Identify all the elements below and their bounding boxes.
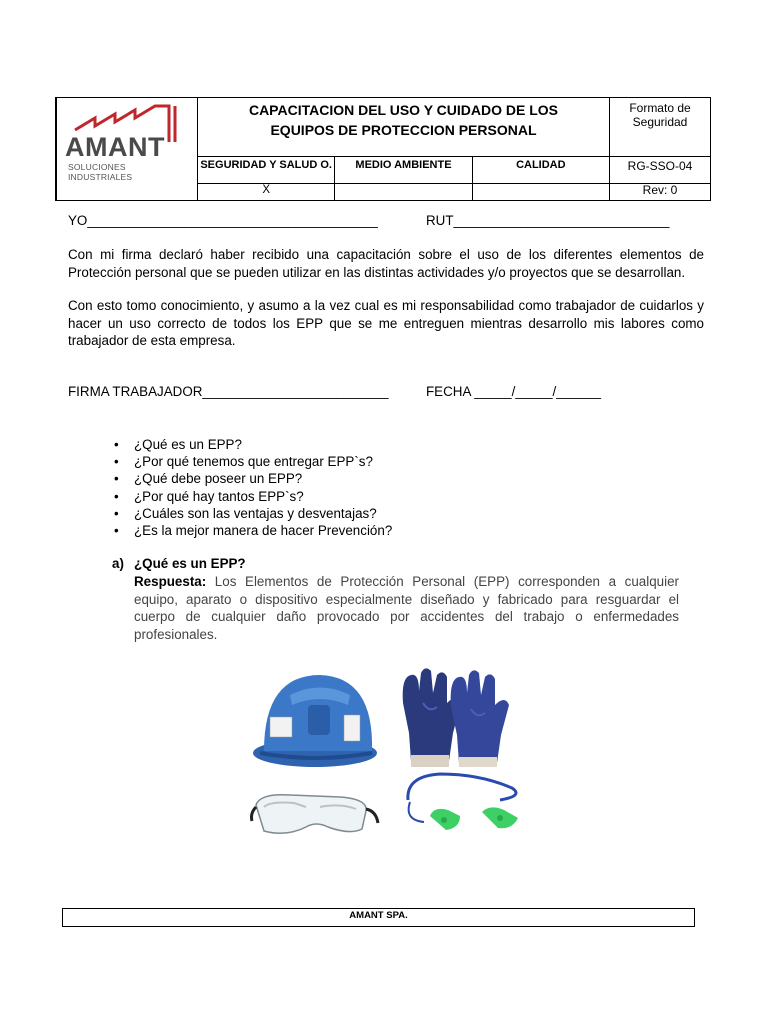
paragraph-responsibility: Con esto tomo conocimiento, y asumo a la vez cual es mi responsabilidad como trabajador de cuidarlos y hacer un uso correcto de todos los EPP que se me entreguen mientras desarrollo mis labores como trabajador de esta empresa. — [68, 298, 704, 348]
column-medio-ambiente: MEDIO AMBIENTE — [335, 156, 472, 183]
mark-seguridad: X — [198, 183, 335, 200]
earplugs-icon — [400, 770, 528, 840]
field-firma: FIRMA TRABAJADOR_________________________ — [68, 384, 389, 399]
list-item: • ¿Por qué tenemos que entregar EPP`s? — [112, 453, 392, 470]
paragraph-declaration: Con mi firma declaró haber recibido una capacitación sobre el uso de los diferentes elementos de Protección personal que se pueden utilizar en las distintas actividades y/o proyectos que se desarrollan. — [68, 247, 704, 280]
column-calidad: CALIDAD — [472, 156, 609, 183]
questions-list — [112, 436, 392, 539]
list-item: • ¿Qué es un EPP? — [112, 436, 392, 453]
list-item: • ¿Es la mejor manera de hacer Prevención? — [112, 522, 392, 539]
mark-medio-ambiente — [335, 183, 472, 200]
document-title: CAPACITACION DEL USO Y CUIDADO DE LOS EQUIPOS DE PROTECCION PERSONAL — [198, 98, 610, 157]
document-revision: Rev: 0 — [610, 183, 711, 200]
answer-body — [134, 573, 679, 643]
logo-cell — [56, 98, 198, 201]
logo-subtitle: SOLUCIONES INDUSTRIALES — [68, 162, 133, 182]
document-code: RG-SSO-04 — [610, 156, 711, 183]
field-fecha: FECHA _____/_____/______ — [426, 384, 601, 399]
list-item: • ¿Cuáles son las ventajas y desventajas? — [112, 505, 392, 522]
answer-title: ¿Qué es un EPP? — [134, 556, 246, 571]
answer-label: Respuesta: — [134, 574, 207, 589]
answer-text: Los Elementos de Protección Personal (EPP) corresponden a cualquier equipo, aparato o dispositivo especialmente diseñado y fabricado para resguardar el cuerpo de cualquier daño provocado por accidentes del trabajo o enfermedades profesionales. — [134, 574, 679, 642]
safety-goggles-icon — [250, 787, 380, 842]
list-item: • ¿Qué debe poseer un EPP? — [112, 470, 392, 487]
document-header — [55, 97, 711, 201]
answer-letter: a) — [112, 556, 124, 571]
field-rut: RUT_____________________________ — [426, 213, 670, 228]
format-label: Formato de Seguridad — [610, 98, 711, 157]
company-logo — [65, 104, 189, 182]
list-item: • ¿Por qué hay tantos EPP`s? — [112, 488, 392, 505]
mark-calidad — [472, 183, 609, 200]
logo-name: AMANT — [65, 132, 165, 162]
hard-hat-icon — [250, 665, 380, 770]
document-footer: AMANT SPA. — [62, 908, 695, 927]
field-yo: YO_______________________________________ — [68, 213, 378, 228]
gloves-icon — [393, 663, 518, 768]
column-seguridad: SEGURIDAD Y SALUD O. — [198, 156, 335, 183]
